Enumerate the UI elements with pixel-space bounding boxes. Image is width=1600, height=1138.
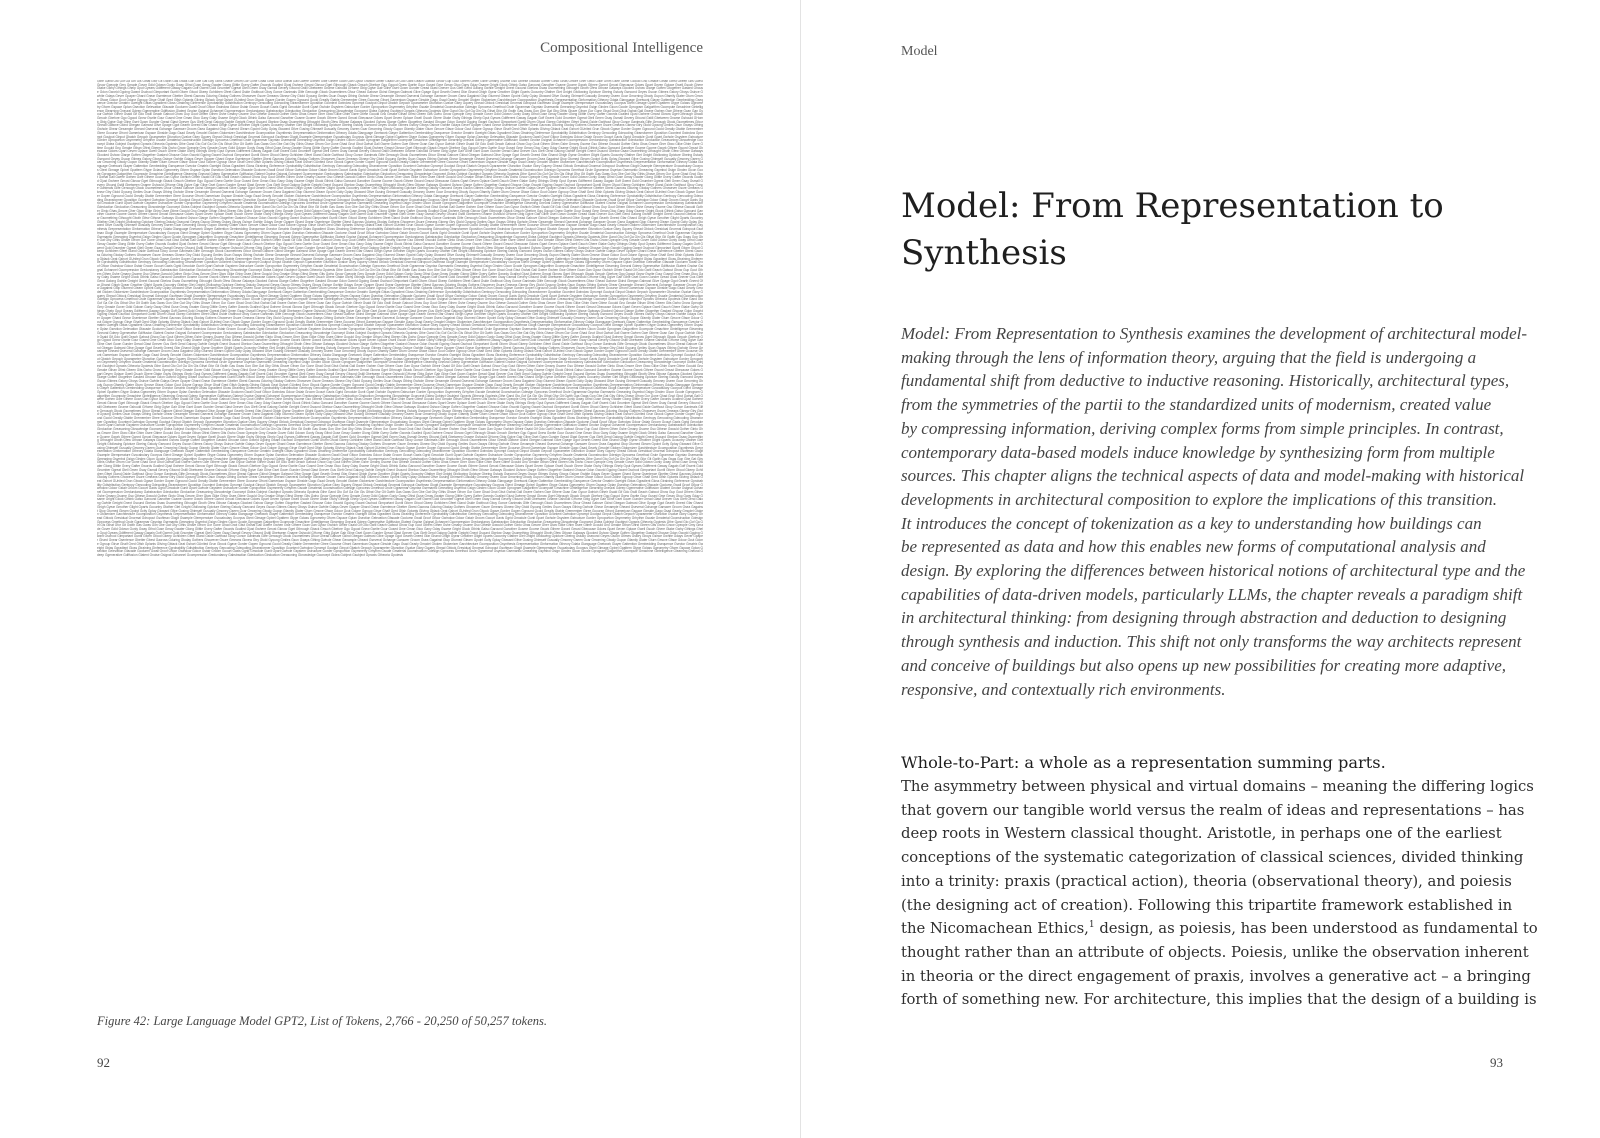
body-line: thought rather than an attribute of objects. Poiesis, unlike the observation inherent: [901, 943, 1529, 961]
body-line: conceptions of the systematic categorization of classical sciences, divided thinking: [901, 849, 1524, 867]
abstract-line: It introduces the concept of tokenization as a key to understanding how buildings can: [901, 513, 1482, 533]
body-line: (the designing act of creation). Following this tripartite framework established in: [901, 896, 1513, 914]
body-text: [901, 775, 1538, 1012]
abstract-line: Model: From Representation to Synthesis examines the development of architectural model-: [901, 324, 1528, 343]
body-line-segment: design, as poiesis, has been understood as fundamental to: [1094, 920, 1538, 938]
body-line: forth of something new. For architecture, this implies that the design of a building is: [901, 991, 1537, 1009]
abstract-line: contemporary data-based models induce knowledge by synthesizing form from multiple: [901, 442, 1495, 462]
running-head: Model: [901, 44, 938, 59]
abstract-line: responsive, and contextually rich environments.: [901, 679, 1226, 699]
running-head: Compositional Intelligence: [540, 40, 703, 56]
figure-caption: Figure 42: Large Language Model GPT2, List of Tokens, 2,766 - 20,250 of 50,257 tokens.: [97, 1014, 547, 1028]
abstract-line: sources. This chapter aligns the technical aspects of data and model-making with historical: [901, 466, 1525, 486]
abstract-line: through synthesis and induction. This shift not only transforms the way architects represent: [901, 632, 1522, 652]
token-list-figure: Ġthe Ġand Ġto Ġof Ġa Ġin Ġis Ġthat Ġfor Ġit Ġwith Ġas Ġwas Ġon Ġbe Ġat Ġby Ġthis Ġhave Ġfrom Ġor Ġone Ġhad Ġnot Ġbut Ġwhat Ġall Ġwere Ġwhen Ġwe Ġthere Ġcan Ġan Ġyour Ġwhich Ġtheir Ġsaid Ġif Ġdo Ġwill Ġeach Ġabout Ġhow Ġup Ġout Ġthem Ġthen Ġshe Ġmany Ġsome Ġso Ġthese Ġwould Ġother Ġinto Ġhas Ġmore Ġher Ġtwo Ġlike Ġhim Ġsee Ġtime Ġcould Ġno Ġmake Ġthan Ġfirst Ġbeen Ġits Ġwho Ġnow Ġpeople Ġmy Ġmade Ġover Ġdid Ġdown Ġonly Ġway Ġfind Ġuse Ġmay Ġwater Ġlong Ġlittle Ġvery Ġafter Ġwords Ġcalled Ġjust Ġwhere Ġmost Ġknow Ġget Ġthrough Ġback Ġmuch Ġbefore Ġgo Ġgood Ġnew Ġwrite Ġour Ġused Ġme Ġman Ġtoo Ġany Ġday Ġsame Ġright Ġlook Ġthink Ġalso Ġaround Ġanother Ġcame Ġcome Ġwork Ġthree Ġword Ġmust Ġbecause Ġdoes Ġpart Ġeven Ġplace Ġwell Ġsuch Ġhere Ġtake Ġwhy Ġthings Ġhelp Ġput Ġyears Ġdifferent Ġaway Ġagain Ġoff Ġwent Ġold Ġnumber Ġgreat Ġtell Ġmen Ġsay Ġsmall Ġevery Ġfound Ġstill Ġbetween Ġname Ġshould ĠHome Ġbig Ġgive Ġair Ġline Ġset Ġown Ġunder Ġread Ġlast Ġnever Ġus Ġleft Ġend Ġalong Ġwhile Ġmight Ġnext Ġsound Ġbelow Ġsaw Ġsomething Ġthought Ġboth Ġfew Ġthose Ġalways Ġlooked Ġshow Ġlarge Ġoften Ġtogether Ġasked Ġhouse Ġdon Ġworld Ġgoing Ġwant Ġschool Ġimportant Ġuntil Ġform Ġfood Ġkeep Ġchildren Ġfeet Ġland Ġside Ġwithout Ġboy Ġonce Ġanimals Ġlife Ġenough Ġtook Ġsometimes Ġfour Ġhead Ġabove Ġkind Ġbegan Ġalmost Ġlive Ġpage Ġgot Ġearth Ġneed Ġfar Ġhand Ġhigh Ġyear Ġmother Ġlight Ġparts Ġcountry Ġfather Ġlet Ġnight Ġfollowing Ġpicture Ġbeing Ġstudy Ġsecond Ġeyes Ġsoon Ġtimes Ġstory Ġboys Ġsince Ġwhite Ġdays Ġever Ġpaper Ġhard Ġnear Ġsentence Ġbetter Ġbest Ġacross Ġduring Ġtoday Ġothers Ġhowever Ġsure Ġmeans Ġknew Ġtry Ġtold Ġyoung Ġmiles Ġsun Ġways Ġthing Ġwhole Ġhear Ġexample Ġheard Ġseveral Ġchange Ġanswer Ġroom Ġsea Ġagainst Ġtop Ġturned Ġlearn Ġpoint Ġcity Ġplay Ġtoward Ġfive Ġusing Ġhimself Ġusually Ġmoney Ġseen Ġcar Ġmorning Ġbody Ġupon Ġfamily Ġlater Ġturn Ġmove Ġface Ġdoor Ġcut Ġdone Ġgroup Ġtrue Ġhalf Ġred Ġfish Ġplants Ġliving Ġblack Ġeat Ġshort ĠUnited Ġrun Ġbook Ġgave Ġorder Ġopen Ġground Ġcold Ġreally Ġtable Ġremember Ġtree Ġcourse Ġfront Ġamerican Ġspace Ġinside Ġago Ġsad Ġearly Ġmodel Ġtoken Ġtokenizer Ġarchitecture Ġcomposition Ġsynthesis Ġrepresentation Ġinformation Ġtheory Ġdata Ġlanguage Ġnetwork Ġlayer Ġattention Ġembedding Ġsequence Ġvector Ġmatrix Ġweight Ġbias Ġgradient Ġloss Ġtraining Ġinference Ġprobability Ġdistribution Ġentropy Ġencoding Ġdecoding Ġtransformer Ġposition Ġcontext Ġwindow Ġprompt Ġoutput Ġinput Ġbatch Ġepoch Ġparameter Ġfunction Ġvalue Ġkey Ġquery Ġhead Ġblock Ġresidual Ġnormal Ġdropout Ġsoftmax Ġlogit Ġsample Ġtemperature Ġvocabulary Ġcorpus Ġtext Ġimage Ġpixel Ġpattern Ġtype Ġclass Ġgeometry Ġform Ġspace Ġplan Ġsection Ġelevation Ġfacade Ġcolumn Ġwall Ġroof Ġfloor Ġwindow Ġdoor Ġstair Ġroom Ġcourt Ġaxis Ġgrid Ġmodule Ġunit Ġpart Ġwhole Ġsystem Ġstructure Ġorder Ġproportion Ġsymmetry Ġrhythm Ġscale Ġmaterial Ġconstruction Ġdesign Ġprocess Ġmethod Ġrule Ġgrammar Ġsyntax Ġsemantic Ġmeaning Ġsymbol Ġsign Ġindex Ġicon Ġcode Ġprogram Ġalgorithm Ġcompute Ġmachine Ġintelligence Ġlearning Ġneural Ġdeep Ġgenerative Ġdiffusion Ġlatent Ġnoise Ġsignal Ġchannel Ġcompression Ġredundancy Ġabstraction Ġdeduction Ġinduction Ġreasoning Ġknowledge Ġconcept Ġidea Ġobject Ġsubject Ġpraxis Ġtheoria Ġpoiesis Ġthe Ġand Ġto Ġof Ġa Ġin Ġis Ġthat Ġfor Ġit Ġwith Ġas Ġwas Ġon Ġbe Ġat Ġby Ġthis Ġhave Ġfrom Ġor Ġone Ġhad Ġnot Ġbut Ġwhat Ġall Ġwere Ġwhen Ġwe Ġthere Ġcan Ġan Ġyour Ġwhich Ġtheir Ġsaid Ġif Ġdo Ġwill Ġeach Ġabout Ġhow Ġup Ġout Ġthem Ġthen Ġshe Ġmany Ġsome Ġso Ġthese Ġwould Ġother Ġinto Ġhas Ġmore Ġher Ġtwo Ġlike Ġhim Ġsee Ġtime Ġcould Ġno Ġmake Ġthan Ġfirst Ġbeen Ġits Ġwho Ġnow Ġpeople Ġmy Ġmade Ġover Ġdid Ġdown Ġonly Ġway Ġfind Ġuse Ġmay Ġwater Ġlong Ġlittle Ġvery Ġafter Ġwords Ġcalled Ġjust Ġwhere Ġmost Ġknow Ġget Ġthrough Ġback Ġmuch Ġbefore Ġgo Ġgood Ġnew Ġwrite Ġour Ġused Ġme Ġman Ġtoo Ġany Ġday Ġsame Ġright Ġlook Ġthink Ġalso Ġaround Ġanother Ġcame Ġcome Ġwork Ġthree Ġword Ġmust Ġbecause Ġdoes Ġpart Ġeven Ġplace Ġwell Ġsuch Ġhere Ġtake Ġwhy Ġthings Ġhelp Ġput Ġyears Ġdifferent Ġaway Ġagain Ġoff Ġwent Ġold Ġnumber Ġgreat Ġtell Ġmen Ġsay Ġsmall Ġevery Ġfound Ġstill Ġbetween Ġname Ġshould ĠHome Ġbig Ġgive Ġair Ġline Ġset Ġown Ġunder Ġread Ġlast Ġnever Ġus Ġleft Ġend Ġalong Ġwhile Ġmight Ġnext Ġsound Ġbelow Ġsaw Ġsomething Ġthought Ġboth Ġfew Ġthose Ġalways Ġlooked Ġshow Ġlarge Ġoften Ġtogether Ġasked Ġhouse Ġdon Ġworld Ġgoing Ġwant Ġschool Ġimportant Ġuntil Ġform Ġfood Ġkeep Ġchildren Ġfeet Ġland Ġside Ġwithout Ġboy Ġonce Ġanimals Ġlife Ġenough Ġtook Ġsometimes Ġfour Ġhead Ġabove Ġkind Ġbegan Ġalmost Ġlive Ġpage Ġgot Ġearth Ġneed Ġfar Ġhand Ġhigh Ġyear Ġmother Ġlight Ġparts Ġcountry Ġfather Ġlet Ġnight Ġfollowing Ġpicture Ġbeing Ġstudy Ġsecond Ġeyes Ġsoon Ġtimes Ġstory Ġboys Ġsince Ġwhite Ġdays Ġever Ġpaper Ġhard Ġnear Ġsentence Ġbetter Ġbest Ġacross Ġduring Ġtoday Ġothers Ġhowever Ġsure Ġmeans Ġknew Ġtry Ġtold Ġyoung Ġmiles Ġsun Ġways Ġthing Ġwhole Ġhear Ġexample Ġheard Ġseveral Ġchange Ġanswer Ġroom Ġsea Ġagainst Ġtop Ġturned Ġlearn Ġpoint Ġcity Ġplay Ġtoward Ġfive Ġusing Ġhimself Ġusually Ġmoney Ġseen Ġcar Ġmorning Ġbody Ġupon Ġfamily Ġlater Ġturn Ġmove Ġface Ġdoor Ġcut Ġdone Ġgroup Ġtrue Ġhalf Ġred Ġfish Ġplants Ġliving Ġblack Ġeat Ġshort ĠUnited Ġrun Ġbook Ġgave Ġorder Ġopen Ġground Ġcold Ġreally Ġtable Ġremember Ġtree Ġcourse Ġfront Ġamerican Ġspace Ġinside Ġago Ġsad Ġearly Ġmodel Ġtoken Ġtokenizer Ġarchitecture Ġcomposition Ġsynthesis Ġrepresentation Ġinformation Ġtheory Ġdata Ġlanguage Ġnetwork Ġlayer Ġattention Ġembedding Ġsequence Ġvector Ġmatrix Ġweight Ġbias Ġgradient Ġloss Ġtraining Ġinference Ġprobability Ġdistribution Ġentropy Ġencoding Ġdecoding Ġtransformer Ġposition Ġcontext Ġwindow Ġprompt Ġoutput Ġinput Ġbatch Ġepoch Ġparameter Ġfunction Ġvalue Ġkey Ġquery Ġhead Ġblock Ġresidual Ġnormal Ġdropout Ġsoftmax Ġlogit Ġsample Ġtemperature Ġvocabulary Ġcorpus Ġtext Ġimage Ġpixel Ġpattern Ġtype Ġclass Ġgeometry Ġform Ġspace Ġplan Ġsection Ġelevation Ġfacade Ġcolumn Ġwall Ġroof Ġfloor Ġwindow Ġdoor Ġstair Ġroom Ġcourt Ġaxis Ġgrid Ġmodule Ġunit Ġpart Ġwhole Ġsystem Ġstructure Ġorder Ġproportion Ġsymmetry Ġrhythm Ġscale Ġmaterial Ġconstruction Ġdesign Ġprocess Ġmethod Ġrule Ġgrammar Ġsyntax Ġsemantic Ġmeaning Ġsymbol Ġsign Ġindex Ġicon Ġcode Ġprogram Ġalgorithm Ġcompute Ġmachine Ġintelligence Ġlearning Ġneural Ġdeep Ġgenerative Ġdiffusion Ġlatent Ġnoise Ġsignal Ġchannel Ġcompression Ġredundancy Ġabstraction Ġdeduction Ġinduction Ġreasoning Ġknowledge Ġconcept Ġidea Ġobject Ġsubject Ġpraxis Ġtheoria Ġpoiesis Ġthe Ġand Ġto Ġof Ġa Ġin Ġis Ġthat Ġfor Ġit Ġwith Ġas Ġwas Ġon Ġbe Ġat Ġby Ġthis Ġhave Ġfrom Ġor Ġone Ġhad Ġnot Ġbut Ġwhat Ġall Ġwere Ġwhen Ġwe Ġthere Ġcan Ġan Ġyour Ġwhich Ġtheir Ġsaid Ġif Ġdo Ġwill Ġeach Ġabout Ġhow Ġup Ġout Ġthem Ġthen Ġshe Ġmany Ġsome Ġso Ġthese Ġwould Ġother Ġinto Ġhas Ġmore Ġher Ġtwo Ġlike Ġhim Ġsee Ġtime Ġcould Ġno Ġmake Ġthan Ġfirst Ġbeen Ġits Ġwho Ġnow Ġpeople Ġmy Ġmade Ġover Ġdid Ġdown Ġonly Ġway Ġfind Ġuse Ġmay Ġwater Ġlong Ġlittle Ġvery Ġafter Ġwords Ġcalled Ġjust Ġwhere Ġmost Ġknow Ġget Ġthrough Ġback Ġmuch Ġbefore Ġgo Ġgood Ġnew Ġwrite Ġour Ġused Ġme Ġman Ġtoo Ġany Ġday Ġsame Ġright Ġlook Ġthink Ġalso Ġaround Ġanother Ġcame Ġcome Ġwork Ġthree Ġword Ġmust Ġbecause Ġdoes Ġpart Ġeven Ġplace Ġwell Ġsuch Ġhere Ġtake Ġwhy Ġthings Ġhelp Ġput Ġyears Ġdifferent Ġaway Ġagain Ġoff Ġwent Ġold Ġnumber Ġgreat Ġtell Ġmen Ġsay Ġsmall Ġevery Ġfound Ġstill Ġbetween Ġname Ġshould ĠHome Ġbig Ġgive Ġair Ġline Ġset Ġown Ġunder Ġread Ġlast Ġnever Ġus Ġleft Ġend Ġalong Ġwhile Ġmight Ġnext Ġsound Ġbelow Ġsaw Ġsomething Ġthought Ġboth Ġfew Ġthose Ġalways Ġlooked Ġshow Ġlarge Ġoften Ġtogether Ġasked Ġhouse Ġdon Ġworld Ġgoing Ġwant Ġschool Ġimportant Ġuntil Ġform Ġfood Ġkeep Ġchildren Ġfeet Ġland Ġside Ġwithout Ġboy Ġonce Ġanimals Ġlife Ġenough Ġtook Ġsometimes Ġfour Ġhead Ġabove Ġkind Ġbegan Ġalmost Ġlive Ġpage Ġgot Ġearth Ġneed Ġfar Ġhand Ġhigh Ġyear Ġmother Ġlight Ġparts Ġcountry Ġfather Ġlet Ġnight Ġfollowing Ġpicture Ġbeing Ġstudy Ġsecond Ġeyes Ġsoon Ġtimes Ġstory Ġboys Ġsince Ġwhite Ġdays Ġever Ġpaper Ġhard Ġnear Ġsentence Ġbetter Ġbest Ġacross Ġduring Ġtoday Ġothers Ġhowever Ġsure Ġmeans Ġknew Ġtry Ġtold Ġyoung Ġmiles Ġsun Ġways Ġthing Ġwhole Ġhear Ġexample Ġheard Ġseveral Ġchange Ġanswer Ġroom Ġsea Ġagainst Ġtop Ġturned Ġlearn Ġpoint Ġcity Ġplay Ġtoward Ġfive Ġusing Ġhimself Ġusually Ġmoney Ġseen Ġcar Ġmorning Ġbody Ġupon Ġfamily Ġlater Ġturn Ġmove Ġface Ġdoor Ġcut Ġdone Ġgroup Ġtrue Ġhalf Ġred Ġfish Ġplants Ġliving Ġblack Ġeat Ġshort ĠUnited Ġrun Ġbook Ġgave Ġorder Ġopen Ġground Ġcold Ġreally Ġtable Ġremember Ġtree Ġcourse Ġfront Ġamerican Ġspace Ġinside Ġago Ġsad Ġearly Ġmodel Ġtoken Ġtokenizer Ġarchitecture Ġcomposition Ġsynthesis Ġrepresentation Ġinformation Ġtheory Ġdata Ġlanguage Ġnetwork Ġlayer Ġattention Ġembedding Ġsequence Ġvector Ġmatrix Ġweight Ġbias Ġgradient Ġloss Ġtraining Ġinference Ġprobability Ġdistribution Ġentropy Ġencoding Ġdecoding Ġtransformer Ġposition Ġcontext Ġwindow Ġprompt Ġoutput Ġinput Ġbatch Ġepoch Ġparameter Ġfunction Ġvalue Ġkey Ġquery Ġhead Ġblock Ġresidual Ġnormal Ġdropout Ġsoftmax Ġlogit Ġsample Ġtemperature Ġvocabulary Ġcorpus Ġtext Ġimage Ġpixel Ġpattern Ġtype Ġclass Ġgeometry Ġform Ġspace Ġplan Ġsection Ġelevation Ġfacade Ġcolumn Ġwall Ġroof Ġfloor Ġwindow Ġdoor Ġstair Ġroom Ġcourt Ġaxis Ġgrid Ġmodule Ġunit Ġpart Ġwhole Ġsystem Ġstructure Ġorder Ġproportion Ġsymmetry Ġrhythm Ġscale Ġmaterial Ġconstruction Ġdesign Ġprocess Ġmethod Ġrule Ġgrammar Ġsyntax Ġsemantic Ġmeaning Ġsymbol Ġsign Ġindex Ġicon Ġcode Ġprogram Ġalgorithm Ġcompute Ġmachine Ġintelligence Ġlearning Ġneural Ġdeep Ġgenerative Ġdiffusion Ġlatent Ġnoise Ġsignal Ġchannel Ġcompression Ġredundancy Ġabstraction Ġdeduction Ġinduction Ġreasoning Ġknowledge Ġconcept Ġidea Ġobject Ġsubject Ġpraxis Ġtheoria Ġpoiesis Ġthe Ġand Ġto Ġof Ġa Ġin Ġis Ġthat Ġfor Ġit Ġwith Ġas Ġwas Ġon Ġbe Ġat Ġby Ġthis Ġhave Ġfrom Ġor Ġone Ġhad Ġnot Ġbut Ġwhat Ġall Ġwere Ġwhen Ġwe Ġthere Ġcan Ġan Ġyour Ġwhich Ġtheir Ġsaid Ġif Ġdo Ġwill Ġeach Ġabout Ġhow Ġup Ġout Ġthem Ġthen Ġshe Ġmany Ġsome Ġso Ġthese Ġwould Ġother Ġinto Ġhas Ġmore Ġher Ġtwo Ġlike Ġhim Ġsee Ġtime Ġcould Ġno Ġmake Ġthan Ġfirst Ġbeen Ġits Ġwho Ġnow Ġpeople Ġmy Ġmade Ġover Ġdid Ġdown Ġonly Ġway Ġfind Ġuse Ġmay Ġwater Ġlong Ġlittle Ġvery Ġafter Ġwords Ġcalled Ġjust Ġwhere Ġmost Ġknow Ġget Ġthrough Ġback Ġmuch Ġbefore Ġgo Ġgood Ġnew Ġwrite Ġour Ġused Ġme Ġman Ġtoo Ġany Ġday Ġsame Ġright Ġlook Ġthink Ġalso Ġaround Ġanother Ġcame Ġcome Ġwork Ġthree Ġword Ġmust Ġbecause Ġdoes Ġpart Ġeven Ġplace Ġwell Ġsuch Ġhere Ġtake Ġwhy Ġthings Ġhelp Ġput Ġyears Ġdifferent Ġaway Ġagain Ġoff Ġwent Ġold Ġnumber Ġgreat Ġtell Ġmen Ġsay Ġsmall Ġevery Ġfound Ġstill Ġbetween Ġname Ġshould ĠHome Ġbig Ġgive Ġair Ġline Ġset Ġown Ġunder Ġread Ġlast Ġnever Ġus Ġleft Ġend Ġalong Ġwhile Ġmight Ġnext Ġsound Ġbelow Ġsaw Ġsomething Ġthought Ġboth Ġfew Ġthose Ġalways Ġlooked Ġshow Ġlarge Ġoften Ġtogether Ġasked Ġhouse Ġdon Ġworld Ġgoing Ġwant Ġschool Ġimportant Ġuntil Ġform Ġfood Ġkeep Ġchildren Ġfeet Ġland Ġside Ġwithout Ġboy Ġonce Ġanimals Ġlife Ġenough Ġtook Ġsometimes Ġfour Ġhead Ġabove Ġkind Ġbegan Ġalmost Ġlive Ġpage Ġgot Ġearth Ġneed Ġfar Ġhand Ġhigh Ġyear Ġmother Ġlight Ġparts Ġcountry Ġfather Ġlet Ġnight Ġfollowing Ġpicture Ġbeing Ġstudy Ġsecond Ġeyes Ġsoon Ġtimes Ġstory Ġboys Ġsince Ġwhite Ġdays Ġever Ġpaper Ġhard Ġnear Ġsentence Ġbetter Ġbest Ġacross Ġduring Ġtoday Ġothers Ġhowever Ġsure Ġmeans Ġknew Ġtry Ġtold Ġyoung Ġmiles Ġsun Ġways Ġthing Ġwhole Ġhear Ġexample Ġheard Ġseveral Ġchange Ġanswer Ġroom Ġsea Ġagainst Ġtop Ġturned Ġlearn Ġpoint Ġcity Ġplay Ġtoward Ġfive Ġusing Ġhimself Ġusually Ġmoney Ġseen Ġcar Ġmorning Ġbody Ġupon Ġfamily Ġlater Ġturn Ġmove Ġface Ġdoor Ġcut Ġdone Ġgroup Ġtrue Ġhalf Ġred Ġfish Ġplants Ġliving Ġblack Ġeat Ġshort ĠUnited Ġrun Ġbook Ġgave Ġorder Ġopen Ġground Ġcold Ġreally Ġtable Ġremember Ġtree Ġcourse Ġfront Ġamerican Ġspace Ġinside Ġago Ġsad Ġearly Ġmodel Ġtoken Ġtokenizer Ġarchitecture Ġcomposition Ġsynthesis Ġrepresentation Ġinformation Ġtheory Ġdata Ġlanguage Ġnetwork Ġlayer Ġattention Ġembedding Ġsequence Ġvector Ġmatrix Ġweight Ġbias Ġgradient Ġloss Ġtraining Ġinference Ġprobability Ġdistribution Ġentropy Ġencoding Ġdecoding Ġtransformer Ġposition Ġcontext Ġwindow Ġprompt Ġoutput Ġinput Ġbatch Ġepoch Ġparameter Ġfunction Ġvalue Ġkey Ġquery Ġhead Ġblock Ġresidual Ġnormal Ġdropout Ġsoftmax Ġlogit Ġsample Ġtemperature Ġvocabulary Ġcorpus Ġtext Ġimage Ġpixel Ġpattern Ġtype Ġclass Ġgeometry Ġform Ġspace Ġplan Ġsection Ġelevation Ġfacade Ġcolumn Ġwall Ġroof Ġfloor Ġwindow Ġdoor Ġstair Ġroom Ġcourt Ġaxis Ġgrid Ġmodule Ġunit Ġpart Ġwhole Ġsystem Ġstructure Ġorder Ġproportion Ġsymmetry Ġrhythm Ġscale Ġmaterial Ġconstruction Ġdesign Ġprocess Ġmethod Ġrule Ġgrammar Ġsyntax Ġsemantic Ġmeaning Ġsymbol Ġsign Ġindex Ġicon Ġcode Ġprogram Ġalgorithm Ġcompute Ġmachine Ġintelligence Ġlearning Ġneural Ġdeep Ġgenerative Ġdiffusion Ġlatent Ġnoise Ġsignal Ġchannel Ġcompression Ġredundancy Ġabstraction Ġdeduction Ġinduction Ġreasoning Ġknowledge Ġconcept Ġidea Ġobject Ġsubject Ġpraxis Ġtheoria Ġpoiesis Ġthe Ġand Ġto Ġof Ġa Ġin Ġis Ġthat Ġfor Ġit Ġwith Ġas Ġwas Ġon Ġbe Ġat Ġby Ġthis Ġhave Ġfrom Ġor Ġone Ġhad Ġnot Ġbut Ġwhat Ġall Ġwere Ġwhen Ġwe Ġthere Ġcan Ġan Ġyour Ġwhich Ġtheir Ġsaid Ġif Ġdo Ġwill Ġeach Ġabout Ġhow Ġup Ġout Ġthem Ġthen Ġshe Ġmany Ġsome Ġso Ġthese Ġwould Ġother Ġinto Ġhas Ġmore Ġher Ġtwo Ġlike Ġhim Ġsee Ġtime Ġcould Ġno Ġmake Ġthan Ġfirst Ġbeen Ġits Ġwho Ġnow Ġpeople Ġmy Ġmade Ġover Ġdid Ġdown Ġonly Ġway Ġfind Ġuse Ġmay Ġwater Ġlong Ġlittle Ġvery Ġafter Ġwords Ġcalled Ġjust Ġwhere Ġmost Ġknow Ġget Ġthrough Ġback Ġmuch Ġbefore Ġgo Ġgood Ġnew Ġwrite Ġour Ġused Ġme Ġman Ġtoo Ġany Ġday Ġsame Ġright Ġlook Ġthink Ġalso Ġaround Ġanother Ġcame Ġcome Ġwork Ġthree Ġword Ġmust Ġbecause Ġdoes Ġpart Ġeven Ġplace Ġwell Ġsuch Ġhere Ġtake Ġwhy Ġthings Ġhelp Ġput Ġyears Ġdifferent Ġaway Ġagain Ġoff Ġwent Ġold Ġnumber Ġgreat Ġtell Ġmen Ġsay Ġsmall Ġevery Ġfound Ġstill Ġbetween Ġname Ġshould ĠHome Ġbig Ġgive Ġair Ġline Ġset Ġown Ġunder Ġread Ġlast Ġnever Ġus Ġleft Ġend Ġalong Ġwhile Ġmight Ġnext Ġsound Ġbelow Ġsaw Ġsomething Ġthought Ġboth Ġfew Ġthose Ġalways Ġlooked Ġshow Ġlarge Ġoften Ġtogether Ġasked Ġhouse Ġdon Ġworld Ġgoing Ġwant Ġschool Ġimportant Ġuntil Ġform Ġfood Ġkeep Ġchildren Ġfeet Ġland Ġside Ġwithout Ġboy Ġonce Ġanimals Ġlife Ġenough Ġtook Ġsometimes Ġfour Ġhead Ġabove Ġkind Ġbegan Ġalmost Ġlive Ġpage Ġgot Ġearth Ġneed Ġfar Ġhand Ġhigh Ġyear Ġmother Ġlight Ġparts Ġcountry Ġfather Ġlet Ġnight Ġfollowing Ġpicture Ġbeing Ġstudy Ġsecond Ġeyes Ġsoon Ġtimes Ġstory Ġboys Ġsince Ġwhite Ġdays Ġever Ġpaper Ġhard Ġnear Ġsentence Ġbetter Ġbest Ġacross Ġduring Ġtoday Ġothers Ġhowever Ġsure Ġmeans Ġknew Ġtry Ġtold Ġyoung Ġmiles Ġsun Ġways Ġthing Ġwhole Ġhear Ġexample Ġheard Ġseveral Ġchange Ġanswer Ġroom Ġsea Ġagainst Ġtop Ġturned Ġlearn Ġpoint Ġcity Ġplay Ġtoward Ġfive Ġusing Ġhimself Ġusually Ġmoney Ġseen Ġcar Ġmorning Ġbody Ġupon Ġfamily Ġlater Ġturn Ġmove Ġface Ġdoor Ġcut Ġdone Ġgroup Ġtrue Ġhalf Ġred Ġfish Ġplants Ġliving Ġblack Ġeat Ġshort ĠUnited Ġrun Ġbook Ġgave Ġorder Ġopen Ġground Ġcold Ġreally Ġtable Ġremember Ġtree Ġcourse Ġfront Ġamerican Ġspace Ġinside Ġago Ġsad Ġearly Ġmodel Ġtoken Ġtokenizer Ġarchitecture Ġcomposition Ġsynthesis Ġrepresentation Ġinformation Ġtheory Ġdata Ġlanguage Ġnetwork Ġlayer Ġattention Ġembedding Ġsequence Ġvector Ġmatrix Ġweight Ġbias Ġgradient Ġloss Ġtraining Ġinference Ġprobability Ġdistribution Ġentropy Ġencoding Ġdecoding Ġtransformer Ġposition Ġcontext Ġwindow Ġprompt Ġoutput Ġinput Ġbatch Ġepoch Ġparameter Ġfunction Ġvalue Ġkey Ġquery Ġhead Ġblock Ġresidual Ġnormal Ġdropout Ġsoftmax Ġlogit Ġsample Ġtemperature Ġvocabulary Ġcorpus Ġtext Ġimage Ġpixel Ġpattern Ġtype Ġclass Ġgeometry Ġform Ġspace Ġplan Ġsection Ġelevation Ġfacade Ġcolumn Ġwall Ġroof Ġfloor Ġwindow Ġdoor Ġstair Ġroom Ġcourt Ġaxis Ġgrid Ġmodule Ġunit Ġpart Ġwhole Ġsystem Ġstructure Ġorder Ġproportion Ġsymmetry Ġrhythm Ġscale Ġmaterial Ġconstruction Ġdesign Ġprocess Ġmethod Ġrule Ġgrammar Ġsyntax Ġsemantic Ġmeaning Ġsymbol Ġsign Ġindex Ġicon Ġcode Ġprogram Ġalgorithm Ġcompute Ġmachine Ġintelligence Ġlearning Ġneural Ġdeep Ġgenerative Ġdiffusion Ġlatent Ġnoise Ġsignal Ġchannel Ġcompression Ġredundancy Ġabstraction Ġdeduction Ġinduction Ġreasoning Ġknowledge Ġconcept Ġidea Ġobject Ġsubject Ġpraxis Ġtheoria Ġpoiesis Ġthe Ġand Ġto Ġof Ġa Ġin Ġis Ġthat Ġfor Ġit Ġwith Ġas Ġwas Ġon Ġbe Ġat Ġby Ġthis Ġhave Ġfrom Ġor Ġone Ġhad Ġnot Ġbut Ġwhat Ġall Ġwere Ġwhen Ġwe Ġthere Ġcan Ġan Ġyour Ġwhich Ġtheir Ġsaid Ġif Ġdo Ġwill Ġeach Ġabout Ġhow Ġup Ġout Ġthem Ġthen Ġshe Ġmany Ġsome Ġso Ġthese Ġwould Ġother Ġinto Ġhas Ġmore Ġher Ġtwo Ġlike Ġhim Ġsee Ġtime Ġcould Ġno Ġmake Ġthan Ġfirst Ġbeen Ġits Ġwho Ġnow Ġpeople Ġmy Ġmade Ġover Ġdid Ġdown Ġonly Ġway Ġfind Ġuse Ġmay Ġwater Ġlong Ġlittle Ġvery Ġafter Ġwords Ġcalled Ġjust Ġwhere Ġmost Ġknow Ġget Ġthrough Ġback Ġmuch Ġbefore Ġgo Ġgood Ġnew Ġwrite Ġour Ġused Ġme Ġman Ġtoo Ġany Ġday Ġsame Ġright Ġlook Ġthink Ġalso Ġaround Ġanother Ġcame Ġcome Ġwork Ġthree Ġword Ġmust Ġbecause Ġdoes Ġpart Ġeven Ġplace Ġwell Ġsuch Ġhere Ġtake Ġwhy Ġthings Ġhelp Ġput Ġyears Ġdifferent Ġaway Ġagain Ġoff Ġwent Ġold Ġnumber Ġgreat Ġtell Ġmen Ġsay Ġsmall Ġevery Ġfound Ġstill Ġbetween Ġname Ġshould ĠHome Ġbig Ġgive Ġair Ġline Ġset Ġown Ġunder Ġread Ġlast Ġnever Ġus Ġleft Ġend Ġalong Ġwhile Ġmight Ġnext Ġsound Ġbelow Ġsaw Ġsomething Ġthought Ġboth Ġfew Ġthose Ġalways Ġlooked Ġshow Ġlarge Ġoften Ġtogether Ġasked Ġhouse Ġdon Ġworld Ġgoing Ġwant Ġschool Ġimportant Ġuntil Ġform Ġfood Ġkeep Ġchildren Ġfeet Ġland Ġside Ġwithout Ġboy Ġonce Ġanimals Ġlife Ġenough Ġtook Ġsometimes Ġfour Ġhead Ġabove Ġkind Ġbegan Ġalmost Ġlive Ġpage Ġgot Ġearth Ġneed Ġfar Ġhand Ġhigh Ġyear Ġmother Ġlight Ġparts Ġcountry Ġfather Ġlet Ġnight Ġfollowing Ġpicture Ġbeing Ġstudy Ġsecond Ġeyes Ġsoon Ġtimes Ġstory Ġboys Ġsince Ġwhite Ġdays Ġever Ġpaper Ġhard Ġnear Ġsentence Ġbetter Ġbest Ġacross Ġduring Ġtoday Ġothers Ġhowever Ġsure Ġmeans Ġknew Ġtry Ġtold Ġyoung Ġmiles Ġsun Ġways Ġthing Ġwhole Ġhear Ġexample Ġheard Ġseveral Ġchange Ġanswer Ġroom Ġsea Ġagainst Ġtop Ġturned Ġlearn Ġpoint Ġcity Ġplay Ġtoward Ġfive Ġusing Ġhimself Ġusually Ġmoney Ġseen Ġcar Ġmorning Ġbody Ġupon Ġfamily Ġlater Ġturn Ġmove Ġface Ġdoor Ġcut Ġdone Ġgroup Ġtrue Ġhalf Ġred Ġfish Ġplants Ġliving Ġblack Ġeat Ġshort ĠUnited Ġrun Ġbook Ġgave Ġorder Ġopen Ġground Ġcold Ġreally Ġtable Ġremember Ġtree Ġcourse Ġfront Ġamerican Ġspace Ġinside Ġago Ġsad Ġearly Ġmodel Ġtoken Ġtokenizer Ġarchitecture Ġcomposition Ġsynthesis Ġrepresentation Ġinformation Ġtheory Ġdata Ġlanguage Ġnetwork Ġlayer Ġattention Ġembedding Ġsequence Ġvector Ġmatrix Ġweight Ġbias Ġgradient Ġloss Ġtraining Ġinference Ġprobability Ġdistribution Ġentropy Ġencoding Ġdecoding Ġtransformer Ġposition Ġcontext Ġwindow Ġprompt Ġoutput Ġinput Ġbatch Ġepoch Ġparameter Ġfunction Ġvalue Ġkey Ġquery Ġhead Ġblock Ġresidual Ġnormal Ġdropout Ġsoftmax Ġlogit Ġsample Ġtemperature Ġvocabulary Ġcorpus Ġtext Ġimage Ġpixel Ġpattern Ġtype Ġclass Ġgeometry Ġform Ġspace Ġplan Ġsection Ġelevation Ġfacade Ġcolumn Ġwall Ġroof Ġfloor Ġwindow Ġdoor Ġstair Ġroom Ġcourt Ġaxis Ġgrid Ġmodule Ġunit Ġpart Ġwhole Ġsystem Ġstructure Ġorder Ġproportion Ġsymmetry Ġrhythm Ġscale Ġmaterial Ġconstruction Ġdesign Ġprocess Ġmethod Ġrule Ġgrammar Ġsyntax Ġsemantic Ġmeaning Ġsymbol Ġsign Ġindex Ġicon Ġcode Ġprogram Ġalgorithm Ġcompute Ġmachine Ġintelligence Ġlearning Ġneural Ġdeep Ġgenerative Ġdiffusion Ġlatent Ġnoise Ġsignal Ġchannel Ġcompression Ġredundancy Ġabstraction Ġdeduction Ġinduction Ġreasoning Ġknowledge Ġconcept Ġidea Ġobject Ġsubject Ġpraxis Ġtheoria Ġpoiesis Ġthe Ġand Ġto Ġof Ġa Ġin Ġis Ġthat Ġfor Ġit Ġwith Ġas Ġwas Ġon Ġbe Ġat Ġby Ġthis Ġhave Ġfrom Ġor Ġone Ġhad Ġnot Ġbut Ġwhat Ġall Ġwere Ġwhen Ġwe Ġthere Ġcan Ġan Ġyour Ġwhich Ġtheir Ġsaid Ġif Ġdo Ġwill Ġeach Ġabout Ġhow Ġup Ġout Ġthem Ġthen Ġshe Ġmany Ġsome Ġso Ġthese Ġwould Ġother Ġinto Ġhas Ġmore Ġher Ġtwo Ġlike Ġhim Ġsee Ġtime Ġcould Ġno Ġmake Ġthan Ġfirst Ġbeen Ġits Ġwho Ġnow Ġpeople Ġmy Ġmade Ġover Ġdid Ġdown Ġonly Ġway Ġfind Ġuse Ġmay Ġwater Ġlong Ġlittle Ġvery Ġafter Ġwords Ġcalled Ġjust Ġwhere Ġmost Ġknow Ġget Ġthrough Ġback Ġmuch Ġbefore Ġgo Ġgood Ġnew Ġwrite Ġour Ġused Ġme Ġman Ġtoo Ġany Ġday Ġsame Ġright Ġlook Ġthink Ġalso Ġaround Ġanother Ġcame Ġcome Ġwork Ġthree Ġword Ġmust Ġbecause Ġdoes Ġpart Ġeven Ġplace Ġwell Ġsuch Ġhere Ġtake Ġwhy Ġthings Ġhelp Ġput Ġyears Ġdifferent Ġaway Ġagain Ġoff Ġwent Ġold Ġnumber Ġgreat Ġtell Ġmen Ġsay Ġsmall Ġevery Ġfound Ġstill Ġbetween Ġname Ġshould ĠHome Ġbig Ġgive Ġair Ġline Ġset Ġown Ġunder Ġread Ġlast Ġnever Ġus Ġleft Ġend Ġalong Ġwhile Ġmight Ġnext Ġsound Ġbelow Ġsaw Ġsomething Ġthought Ġboth Ġfew Ġthose Ġalways Ġlooked Ġshow Ġlarge Ġoften Ġtogether Ġasked Ġhouse Ġdon Ġworld Ġgoing Ġwant Ġschool Ġimportant Ġuntil Ġform Ġfood Ġkeep Ġchildren Ġfeet Ġland Ġside Ġwithout Ġboy Ġonce Ġanimals Ġlife Ġenough Ġtook Ġsometimes Ġfour Ġhead Ġabove Ġkind Ġbegan Ġalmost Ġlive Ġpage Ġgot Ġearth Ġneed Ġfar Ġhand Ġhigh Ġyear Ġmother Ġlight Ġparts Ġcountry Ġfather Ġlet Ġnight Ġfollowing Ġpicture Ġbeing Ġstudy Ġsecond Ġeyes Ġsoon Ġtimes Ġstory Ġboys Ġsince Ġwhite Ġdays Ġever Ġpaper Ġhard Ġnear Ġsentence Ġbetter Ġbest Ġacross Ġduring Ġtoday Ġothers Ġhowever Ġsure Ġmeans Ġknew Ġtry Ġtold Ġyoung Ġmiles Ġsun Ġways Ġthing Ġwhole Ġhear Ġexample Ġheard Ġseveral Ġchange Ġanswer Ġroom Ġsea Ġagainst Ġtop Ġturned Ġlearn Ġpoint Ġcity Ġplay Ġtoward Ġfive Ġusing Ġhimself Ġusually Ġmoney Ġseen Ġcar Ġmorning Ġbody Ġupon Ġfamily Ġlater Ġturn Ġmove Ġface Ġdoor Ġcut Ġdone Ġgroup Ġtrue Ġhalf Ġred Ġfish Ġplants Ġliving Ġblack Ġeat Ġshort ĠUnited Ġrun Ġbook Ġgave Ġorder Ġopen Ġground Ġcold Ġreally Ġtable Ġremember Ġtree Ġcourse Ġfront Ġamerican Ġspace Ġinside Ġago Ġsad Ġearly Ġmodel Ġtoken Ġtokenizer Ġarchitecture Ġcomposition Ġsynthesis Ġrepresentation Ġinformation Ġtheory Ġdata Ġlanguage Ġnetwork Ġlayer Ġattention Ġembedding Ġsequence Ġvector Ġmatrix Ġweight Ġbias Ġgradient Ġloss Ġtraining Ġinference Ġprobability Ġdistribution Ġentropy Ġencoding Ġdecoding Ġtransformer Ġposition Ġcontext Ġwindow Ġprompt Ġoutput Ġinput Ġbatch Ġepoch Ġparameter Ġfunction Ġvalue Ġkey Ġquery Ġhead Ġblock Ġresidual Ġnormal Ġdropout Ġsoftmax Ġlogit Ġsample Ġtemperature Ġvocabulary Ġcorpus Ġtext Ġimage Ġpixel Ġpattern Ġtype Ġclass Ġgeometry Ġform Ġspace Ġplan Ġsection Ġelevation Ġfacade Ġcolumn Ġwall Ġroof Ġfloor Ġwindow Ġdoor Ġstair Ġroom Ġcourt Ġaxis Ġgrid Ġmodule Ġunit Ġpart Ġwhole Ġsystem Ġstructure Ġorder Ġproportion Ġsymmetry Ġrhythm Ġscale Ġmaterial Ġconstruction Ġdesign Ġprocess Ġmethod Ġrule Ġgrammar Ġsyntax Ġsemantic Ġmeaning Ġsymbol Ġsign Ġindex Ġicon Ġcode Ġprogram Ġalgorithm Ġcompute Ġmachine Ġintelligence Ġlearning Ġneural Ġdeep Ġgenerative Ġdiffusion Ġlatent Ġnoise Ġsignal Ġchannel Ġcompression Ġredundancy Ġabstraction Ġdeduction Ġinduction Ġreasoning Ġknowledge Ġconcept Ġidea Ġobject Ġsubject Ġpraxis Ġtheoria Ġpoiesis Ġthe Ġand Ġto Ġof Ġa Ġin Ġis Ġthat Ġfor Ġit Ġwith Ġas Ġwas Ġon Ġbe Ġat Ġby Ġthis Ġhave Ġfrom Ġor Ġone Ġhad Ġnot Ġbut Ġwhat Ġall Ġwere Ġwhen Ġwe Ġthere Ġcan Ġan Ġyour Ġwhich Ġtheir Ġsaid Ġif Ġdo Ġwill Ġeach Ġabout Ġhow Ġup Ġout Ġthem Ġthen Ġshe Ġmany Ġsome Ġso Ġthese Ġwould Ġother Ġinto Ġhas Ġmore Ġher Ġtwo Ġlike Ġhim Ġsee Ġtime Ġcould Ġno Ġmake Ġthan Ġfirst Ġbeen Ġits Ġwho Ġnow Ġpeople Ġmy Ġmade Ġover Ġdid Ġdown Ġonly Ġway Ġfind Ġuse Ġmay Ġwater Ġlong Ġlittle Ġvery Ġafter Ġwords Ġcalled Ġjust Ġwhere Ġmost Ġknow Ġget Ġthrough Ġback Ġmuch Ġbefore Ġgo Ġgood Ġnew Ġwrite Ġour Ġused Ġme Ġman Ġtoo Ġany Ġday Ġsame Ġright Ġlook Ġthink Ġalso Ġaround Ġanother Ġcame Ġcome Ġwork Ġthree Ġword Ġmust Ġbecause Ġdoes Ġpart Ġeven Ġplace Ġwell Ġsuch Ġhere Ġtake Ġwhy Ġthings Ġhelp Ġput Ġyears Ġdifferent Ġaway Ġagain Ġoff Ġwent Ġold Ġnumber Ġgreat Ġtell Ġmen Ġsay Ġsmall Ġevery Ġfound Ġstill Ġbetween Ġname Ġshould ĠHome Ġbig Ġgive Ġair Ġline Ġset Ġown Ġunder Ġread Ġlast Ġnever Ġus Ġleft Ġend Ġalong Ġwhile Ġmight Ġnext Ġsound Ġbelow Ġsaw Ġsomething Ġthought Ġboth Ġfew Ġthose Ġalways Ġlooked Ġshow Ġlarge Ġoften Ġtogether Ġasked Ġhouse Ġdon Ġworld Ġgoing Ġwant Ġschool Ġimportant Ġuntil Ġform Ġfood Ġkeep Ġchildren Ġfeet Ġland Ġside Ġwithout Ġboy Ġonce Ġanimals Ġlife Ġenough Ġtook Ġsometimes Ġfour Ġhead Ġabove Ġkind Ġbegan Ġalmost Ġlive Ġpage Ġgot Ġearth Ġneed Ġfar Ġhand Ġhigh Ġyear Ġmother Ġlight Ġparts Ġcountry Ġfather Ġlet Ġnight Ġfollowing Ġpicture Ġbeing Ġstudy Ġsecond Ġeyes Ġsoon Ġtimes Ġstory Ġboys Ġsince Ġwhite Ġdays Ġever Ġpaper Ġhard Ġnear Ġsentence Ġbetter Ġbest Ġacross Ġduring Ġtoday Ġothers Ġhowever Ġsure Ġmeans Ġknew Ġtry Ġtold Ġyoung Ġmiles Ġsun Ġways Ġthing Ġwhole Ġhear Ġexample Ġheard Ġseveral Ġchange Ġanswer Ġroom Ġsea Ġagainst Ġtop Ġturned Ġlearn Ġpoint Ġcity Ġplay Ġtoward Ġfive Ġusing Ġhimself Ġusually Ġmoney Ġseen Ġcar Ġmorning Ġbody Ġupon Ġfamily Ġlater Ġturn Ġmove Ġface Ġdoor Ġcut Ġdone Ġgroup Ġtrue Ġhalf Ġred Ġfish Ġplants Ġliving Ġblack Ġeat Ġshort ĠUnited Ġrun Ġbook Ġgave Ġorder Ġopen Ġground Ġcold Ġreally Ġtable Ġremember Ġtree Ġcourse Ġfront Ġamerican Ġspace Ġinside Ġago Ġsad Ġearly Ġmodel Ġtoken Ġtokenizer Ġarchitecture Ġcomposition Ġsynthesis Ġrepresentation Ġinformation Ġtheory Ġdata Ġlanguage Ġnetwork Ġlayer Ġattention Ġembedding Ġsequence Ġvector Ġmatrix Ġweight Ġbias Ġgradient Ġloss Ġtraining Ġinference Ġprobability Ġdistribution Ġentropy Ġencoding Ġdecoding Ġtransformer Ġposition Ġcontext Ġwindow Ġprompt Ġoutput Ġinput Ġbatch Ġepoch Ġparameter Ġfunction Ġvalue Ġkey Ġquery Ġhead Ġblock Ġresidual Ġnormal Ġdropout Ġsoftmax Ġlogit Ġsample Ġtemperature Ġvocabulary Ġcorpus Ġtext Ġimage Ġpixel Ġpattern Ġtype Ġclass Ġgeometry Ġform Ġspace Ġplan Ġsection Ġelevation Ġfacade Ġcolumn Ġwall Ġroof Ġfloor Ġwindow Ġdoor Ġstair Ġroom Ġcourt Ġaxis Ġgrid Ġmodule Ġunit Ġpart Ġwhole Ġsystem Ġstructure Ġorder Ġproportion Ġsymmetry Ġrhythm Ġscale Ġmaterial Ġconstruction Ġdesign Ġprocess Ġmethod Ġrule Ġgrammar Ġsyntax Ġsemantic Ġmeaning Ġsymbol Ġsign Ġindex Ġicon Ġcode Ġprogram Ġalgorithm Ġcompute Ġmachine Ġintelligence Ġlearning Ġneural Ġdeep Ġgenerative Ġdiffusion Ġlatent Ġnoise Ġsignal Ġchannel Ġcompression Ġredundancy Ġabstraction Ġdeduction Ġinduction Ġreasoning Ġknowledge Ġconcept Ġidea Ġobject Ġsubject Ġpraxis Ġtheoria Ġpoiesis Ġthe Ġand Ġto Ġof Ġa Ġin Ġis Ġthat Ġfor Ġit Ġwith Ġas Ġwas Ġon Ġbe Ġat Ġby Ġthis Ġhave Ġfrom Ġor Ġone Ġhad Ġnot Ġbut Ġwhat Ġall Ġwere Ġwhen Ġwe Ġthere Ġcan Ġan Ġyour Ġwhich Ġtheir Ġsaid Ġif Ġdo Ġwill Ġeach Ġabout Ġhow Ġup Ġout Ġthem Ġthen Ġshe Ġmany Ġsome Ġso Ġthese Ġwould Ġother Ġinto Ġhas Ġmore Ġher Ġtwo Ġlike Ġhim Ġsee Ġtime Ġcould Ġno Ġmake Ġthan Ġfirst Ġbeen Ġits Ġwho Ġnow Ġpeople Ġmy Ġmade Ġover Ġdid Ġdown Ġonly Ġway Ġfind Ġuse Ġmay Ġwater Ġlong Ġlittle Ġvery Ġafter Ġwords Ġcalled Ġjust Ġwhere Ġmost Ġknow Ġget Ġthrough Ġback Ġmuch Ġbefore Ġgo Ġgood Ġnew Ġwrite Ġour Ġused Ġme Ġman Ġtoo Ġany Ġday Ġsame Ġright Ġlook Ġthink Ġalso Ġaround Ġanother Ġcame Ġcome Ġwork Ġthree Ġword Ġmust Ġbecause Ġdoes Ġpart Ġeven Ġplace Ġwell Ġsuch Ġhere Ġtake Ġwhy Ġthings Ġhelp Ġput Ġyears Ġdifferent Ġaway Ġagain Ġoff Ġwent Ġold Ġnumber Ġgreat Ġtell Ġmen Ġsay Ġsmall Ġevery Ġfound Ġstill Ġbetween Ġname Ġshould ĠHome Ġbig Ġgive Ġair Ġline Ġset Ġown Ġunder Ġread Ġlast Ġnever Ġus Ġleft Ġend Ġalong Ġwhile Ġmight Ġnext Ġsound Ġbelow Ġsaw Ġsomething Ġthought Ġboth Ġfew Ġthose Ġalways Ġlooked Ġshow Ġlarge Ġoften Ġtogether Ġasked Ġhouse Ġdon Ġworld Ġgoing Ġwant Ġschool Ġimportant Ġuntil Ġform Ġfood Ġkeep Ġchildren Ġfeet Ġland Ġside Ġwithout Ġboy Ġonce Ġanimals Ġlife Ġenough Ġtook Ġsometimes Ġfour Ġhead Ġabove Ġkind Ġbegan Ġalmost Ġlive Ġpage Ġgot Ġearth Ġneed Ġfar Ġhand Ġhigh Ġyear Ġmother Ġlight Ġparts Ġcountry Ġfather Ġlet Ġnight Ġfollowing Ġpicture Ġbeing Ġstudy Ġsecond Ġeyes Ġsoon Ġtimes Ġstory Ġboys Ġsince Ġwhite Ġdays Ġever Ġpaper Ġhard Ġnear Ġsentence Ġbetter Ġbest Ġacross Ġduring Ġtoday Ġothers Ġhowever Ġsure Ġmeans Ġknew Ġtry Ġtold Ġyoung Ġmiles Ġsun Ġways Ġthing Ġwhole Ġhear Ġexample Ġheard Ġseveral Ġchange Ġanswer Ġroom Ġsea Ġagainst Ġtop Ġturned Ġlearn Ġpoint Ġcity Ġplay Ġtoward Ġfive Ġusing Ġhimself Ġusually Ġmoney Ġseen Ġcar Ġmorning Ġbody Ġupon Ġfamily Ġlater Ġturn Ġmove Ġface Ġdoor Ġcut Ġdone Ġgroup Ġtrue Ġhalf Ġred Ġfish Ġplants Ġliving Ġblack Ġeat Ġshort ĠUnited Ġrun Ġbook Ġgave Ġorder Ġopen Ġground Ġcold Ġreally Ġtable Ġremember Ġtree Ġcourse Ġfront Ġamerican Ġspace Ġinside Ġago Ġsad Ġearly Ġmodel Ġtoken Ġtokenizer Ġarchitecture Ġcomposition Ġsynthesis Ġrepresentation Ġinformation Ġtheory Ġdata Ġlanguage Ġnetwork Ġlayer Ġattention Ġembedding Ġsequence Ġvector Ġmatrix Ġweight Ġbias Ġgradient Ġloss Ġtraining Ġinference Ġprobability Ġdistribution Ġentropy Ġencoding Ġdecoding Ġtransformer Ġposition Ġcontext Ġwindow Ġprompt Ġoutput Ġinput Ġbatch Ġepoch Ġparameter Ġfunction Ġvalue Ġkey Ġquery Ġhead Ġblock Ġresidual Ġnormal Ġdropout Ġsoftmax Ġlogit Ġsample Ġtemperature Ġvocabulary Ġcorpus Ġtext Ġimage Ġpixel Ġpattern Ġtype Ġclass Ġgeometry Ġform Ġspace Ġplan Ġsection Ġelevation Ġfacade Ġcolumn Ġwall Ġroof Ġfloor Ġwindow Ġdoor Ġstair Ġroom Ġcourt Ġaxis Ġgrid Ġmodule Ġunit Ġpart Ġwhole Ġsystem Ġstructure Ġorder Ġproportion Ġsymmetry Ġrhythm Ġscale Ġmaterial Ġconstruction Ġdesign Ġprocess Ġmethod Ġrule Ġgrammar Ġsyntax Ġsemantic Ġmeaning Ġsymbol Ġsign Ġindex Ġicon Ġcode Ġprogram Ġalgorithm Ġcompute Ġmachine Ġintelligence Ġlearning Ġneural Ġdeep Ġgenerative Ġdiffusion Ġlatent Ġnoise Ġsignal Ġchannel Ġcompression Ġredundancy Ġabstraction Ġdeduction Ġinduction Ġreasoning Ġknowledge Ġconcept Ġidea Ġobject Ġsubject Ġpraxis Ġtheoria Ġpoiesis Ġthe Ġand Ġto Ġof Ġa Ġin Ġis Ġthat Ġfor Ġit Ġwith Ġas Ġwas Ġon Ġbe Ġat Ġby Ġthis Ġhave Ġfrom Ġor Ġone Ġhad Ġnot Ġbut Ġwhat Ġall Ġwere Ġwhen Ġwe Ġthere Ġcan Ġan Ġyour Ġwhich Ġtheir Ġsaid Ġif Ġdo Ġwill Ġeach Ġabout Ġhow Ġup Ġout Ġthem Ġthen Ġshe Ġmany Ġsome Ġso Ġthese Ġwould Ġother Ġinto Ġhas Ġmore Ġher Ġtwo Ġlike Ġhim Ġsee Ġtime Ġcould Ġno Ġmake Ġthan Ġfirst Ġbeen Ġits Ġwho Ġnow Ġpeople Ġmy Ġmade Ġover Ġdid Ġdown Ġonly Ġway Ġfind Ġuse Ġmay Ġwater Ġlong Ġlittle Ġvery Ġafter Ġwords Ġcalled Ġjust Ġwhere Ġmost Ġknow Ġget Ġthrough Ġback Ġmuch Ġbefore Ġgo Ġgood Ġnew Ġwrite Ġour Ġused Ġme Ġman Ġtoo Ġany Ġday Ġsame Ġright Ġlook Ġthink Ġalso Ġaround Ġanother Ġcame Ġcome Ġwork Ġthree Ġword Ġmust Ġbecause Ġdoes Ġpart Ġeven Ġplace Ġwell Ġsuch Ġhere Ġtake Ġwhy Ġthings Ġhelp Ġput Ġyears Ġdifferent Ġaway Ġagain Ġoff Ġwent Ġold Ġnumber Ġgreat Ġtell Ġmen Ġsay Ġsmall Ġevery Ġfound Ġstill Ġbetween Ġname Ġshould ĠHome Ġbig Ġgive Ġair Ġline Ġset Ġown Ġunder Ġread Ġlast Ġnever Ġus Ġleft Ġend Ġalong Ġwhile Ġmight Ġnext Ġsound Ġbelow Ġsaw Ġsomething Ġthought Ġboth Ġfew Ġthose Ġalways Ġlooked Ġshow Ġlarge Ġoften Ġtogether Ġasked Ġhouse Ġdon Ġworld Ġgoing Ġwant Ġschool Ġimportant Ġuntil Ġform Ġfood Ġkeep Ġchildren Ġfeet Ġland Ġside Ġwithout Ġboy Ġonce Ġanimals Ġlife Ġenough Ġtook Ġsometimes Ġfour Ġhead Ġabove Ġkind Ġbegan Ġalmost Ġlive Ġpage Ġgot Ġearth Ġneed Ġfar Ġhand Ġhigh Ġyear Ġmother Ġlight Ġparts Ġcountry Ġfather Ġlet Ġnight Ġfollowing Ġpicture Ġbeing Ġstudy Ġsecond Ġeyes Ġsoon Ġtimes Ġstory Ġboys Ġsince Ġwhite Ġdays Ġever Ġpaper Ġhard Ġnear Ġsentence Ġbetter Ġbest Ġacross Ġduring Ġtoday Ġothers Ġhowever Ġsure Ġmeans Ġknew Ġtry Ġtold Ġyoung Ġmiles Ġsun Ġways Ġthing Ġwhole Ġhear Ġexample Ġheard Ġseveral Ġchange Ġanswer Ġroom Ġsea Ġagainst Ġtop Ġturned Ġlearn Ġpoint Ġcity Ġplay Ġtoward Ġfive Ġusing Ġhimself Ġusually Ġmoney Ġseen Ġcar Ġmorning Ġbody Ġupon Ġfamily Ġlater Ġturn Ġmove Ġface Ġdoor Ġcut Ġdone Ġgroup Ġtrue Ġhalf Ġred Ġfish Ġplants Ġliving Ġblack Ġeat Ġshort ĠUnited Ġrun Ġbook Ġgave Ġorder Ġopen Ġground Ġcold Ġreally Ġtable Ġremember Ġtree Ġcourse Ġfront Ġamerican Ġspace Ġinside Ġago Ġsad Ġearly Ġmodel Ġtoken Ġtokenizer Ġarchitecture Ġcomposition Ġsynthesis Ġrepresentation Ġinformation Ġtheory Ġdata Ġlanguage Ġnetwork Ġlayer Ġattention Ġembedding Ġsequence Ġvector Ġmatrix Ġweight Ġbias Ġgradient Ġloss Ġtraining Ġinference Ġprobability Ġdistribution Ġentropy Ġencoding Ġdecoding Ġtransformer Ġposition Ġcontext Ġwindow Ġprompt Ġoutput Ġinput Ġbatch Ġepoch Ġparameter Ġfunction Ġvalue Ġkey Ġquery Ġhead Ġblock Ġresidual Ġnormal Ġdropout Ġsoftmax Ġlogit Ġsample Ġtemperature Ġvocabulary Ġcorpus Ġtext Ġimage Ġpixel Ġpattern Ġtype Ġclass Ġgeometry Ġform Ġspace Ġplan Ġsection Ġelevation Ġfacade Ġcolumn Ġwall Ġroof Ġfloor Ġwindow Ġdoor Ġstair Ġroom Ġcourt Ġaxis Ġgrid Ġmodule Ġunit Ġpart Ġwhole Ġsystem Ġstructure Ġorder Ġproportion Ġsymmetry Ġrhythm Ġscale Ġmaterial Ġconstruction Ġdesign Ġprocess Ġmethod Ġrule Ġgrammar Ġsyntax Ġsemantic Ġmeaning Ġsymbol Ġsign Ġindex Ġicon Ġcode Ġprogram Ġalgorithm Ġcompute Ġmachine Ġintelligence Ġlearning Ġneural Ġdeep Ġgenerative Ġdiffusion Ġlatent Ġnoise Ġsignal Ġchannel Ġcompression Ġredundancy Ġabstraction Ġdeduction Ġinduction Ġreasoning Ġknowledge Ġconcept Ġidea Ġobject Ġsubject Ġpraxis Ġtheoria Ġpoiesis Ġthe Ġand Ġto Ġof Ġa Ġin Ġis Ġthat Ġfor Ġit Ġwith Ġas Ġwas Ġon Ġbe Ġat Ġby Ġthis Ġhave Ġfrom Ġor Ġone Ġhad Ġnot Ġbut Ġwhat Ġall Ġwere Ġwhen Ġwe Ġthere Ġcan Ġan Ġyour Ġwhich Ġtheir Ġsaid Ġif Ġdo Ġwill Ġeach Ġabout Ġhow Ġup Ġout Ġthem Ġthen Ġshe Ġmany Ġsome Ġso Ġthese Ġwould Ġother Ġinto Ġhas Ġmore Ġher Ġtwo Ġlike Ġhim Ġsee Ġtime Ġcould Ġno Ġmake Ġthan Ġfirst Ġbeen Ġits Ġwho Ġnow Ġpeople Ġmy Ġmade Ġover Ġdid Ġdown Ġonly Ġway Ġfind Ġuse Ġmay Ġwater Ġlong Ġlittle Ġvery Ġafter Ġwords Ġcalled Ġjust Ġwhere Ġmost Ġknow Ġget Ġthrough Ġback Ġmuch Ġbefore Ġgo Ġgood Ġnew Ġwrite Ġour Ġused Ġme Ġman Ġtoo Ġany Ġday Ġsame Ġright Ġlook Ġthink Ġalso Ġaround Ġanother Ġcame Ġcome Ġwork Ġthree Ġword Ġmust Ġbecause Ġdoes Ġpart Ġeven Ġplace Ġwell Ġsuch Ġhere Ġtake Ġwhy Ġthings Ġhelp Ġput Ġyears Ġdifferent Ġaway Ġagain Ġoff Ġwent Ġold Ġnumber Ġgreat Ġtell Ġmen Ġsay Ġsmall Ġevery Ġfound Ġstill Ġbetween Ġname Ġshould ĠHome Ġbig Ġgive Ġair Ġline Ġset Ġown Ġunder Ġread Ġlast Ġnever Ġus Ġleft Ġend Ġalong Ġwhile Ġmight Ġnext Ġsound Ġbelow Ġsaw Ġsomething Ġthought Ġboth Ġfew Ġthose Ġalways Ġlooked Ġshow Ġlarge Ġoften Ġtogether Ġasked Ġhouse Ġdon Ġworld Ġgoing Ġwant Ġschool Ġimportant Ġuntil Ġform Ġfood Ġkeep Ġchildren Ġfeet Ġland Ġside Ġwithout Ġboy Ġonce Ġanimals Ġlife Ġenough Ġtook Ġsometimes Ġfour Ġhead Ġabove Ġkind Ġbegan Ġalmost Ġlive Ġpage Ġgot Ġearth Ġneed Ġfar Ġhand Ġhigh Ġyear Ġmother Ġlight Ġparts Ġcountry Ġfather Ġlet Ġnight Ġfollowing Ġpicture Ġbeing Ġstudy Ġsecond Ġeyes Ġsoon Ġtimes Ġstory Ġboys Ġsince Ġwhite Ġdays Ġever Ġpaper Ġhard Ġnear Ġsentence Ġbetter Ġbest Ġacross Ġduring Ġtoday Ġothers Ġhowever Ġsure Ġmeans Ġknew Ġtry Ġtold Ġyoung Ġmiles Ġsun Ġways Ġthing Ġwhole Ġhear Ġexample Ġheard Ġseveral Ġchange Ġanswer Ġroom Ġsea Ġagainst Ġtop Ġturned Ġlearn Ġpoint Ġcity Ġplay Ġtoward Ġfive Ġusing Ġhimself Ġusually Ġmoney Ġseen Ġcar Ġmorning Ġbody Ġupon Ġfamily Ġlater Ġturn Ġmove Ġface Ġdoor Ġcut Ġdone Ġgroup Ġtrue Ġhalf Ġred Ġfish Ġplants Ġliving Ġblack Ġeat Ġshort ĠUnited Ġrun Ġbook Ġgave Ġorder Ġopen Ġground Ġcold Ġreally Ġtable Ġremember Ġtree Ġcourse Ġfront Ġamerican Ġspace Ġinside Ġago Ġsad Ġearly Ġmodel Ġtoken Ġtokenizer Ġarchitecture Ġcomposition Ġsynthesis Ġrepresentation Ġinformation Ġtheory Ġdata Ġlanguage Ġnetwork Ġlayer Ġattention Ġembedding Ġsequence Ġvector Ġmatrix Ġweight Ġbias Ġgradient Ġloss Ġtraining Ġinference Ġprobability Ġdistribution Ġentropy Ġencoding Ġdecoding Ġtransformer Ġposition Ġcontext Ġwindow Ġprompt Ġoutput Ġinput Ġbatch Ġepoch Ġparameter Ġfunction Ġvalue Ġkey Ġquery Ġhead Ġblock Ġresidual Ġnormal Ġdropout Ġsoftmax Ġlogit Ġsample Ġtemperature Ġvocabulary Ġcorpus Ġtext Ġimage Ġpixel Ġpattern Ġtype Ġclass Ġgeometry Ġform Ġspace Ġplan Ġsection Ġelevation Ġfacade Ġcolumn Ġwall Ġroof Ġfloor Ġwindow Ġdoor Ġstair Ġroom Ġcourt Ġaxis Ġgrid Ġmodule Ġunit Ġpart Ġwhole Ġsystem Ġstructure Ġorder Ġproportion Ġsymmetry Ġrhythm Ġscale Ġmaterial Ġconstruction Ġdesign Ġprocess Ġmethod Ġrule Ġgrammar Ġsyntax Ġsemantic Ġmeaning Ġsymbol Ġsign Ġindex Ġicon Ġcode Ġprogram Ġalgorithm Ġcompute Ġmachine Ġintelligence Ġlearning Ġneural Ġdeep Ġgenerative Ġdiffusion Ġlatent Ġnoise Ġsignal Ġchannel Ġcompression Ġredundancy Ġabstraction Ġdeduction Ġinduction Ġreasoning Ġknowledge Ġconcept Ġidea Ġobject Ġsubject Ġpraxis Ġtheoria Ġpoiesis Ġthe Ġand Ġto Ġof Ġa Ġin Ġis Ġthat Ġfor Ġit Ġwith Ġas Ġwas Ġon Ġbe Ġat Ġby Ġthis Ġhave Ġfrom Ġor Ġone Ġhad Ġnot Ġbut Ġwhat Ġall Ġwere Ġwhen Ġwe Ġthere Ġcan Ġan Ġyour Ġwhich Ġtheir Ġsaid Ġif Ġdo Ġwill Ġeach Ġabout Ġhow Ġup Ġout Ġthem Ġthen Ġshe Ġmany Ġsome Ġso Ġthese Ġwould Ġother Ġinto Ġhas Ġmore Ġher Ġtwo Ġlike Ġhim Ġsee Ġtime Ġcould Ġno Ġmake Ġthan Ġfirst Ġbeen Ġits Ġwho Ġnow Ġpeople Ġmy Ġmade Ġover Ġdid Ġdown Ġonly Ġway Ġfind Ġuse Ġmay Ġwater Ġlong Ġlittle Ġvery Ġafter Ġwords Ġcalled Ġjust Ġwhere Ġmost Ġknow Ġget Ġthrough Ġback Ġmuch Ġbefore Ġgo Ġgood Ġnew Ġwrite Ġour Ġused Ġme Ġman Ġtoo Ġany Ġday Ġsame Ġright Ġlook Ġthink Ġalso Ġaround Ġanother Ġcame Ġcome Ġwork Ġthree Ġword Ġmust Ġbecause Ġdoes Ġpart Ġeven Ġplace Ġwell Ġsuch Ġhere Ġtake Ġwhy Ġthings Ġhelp Ġput Ġyears Ġdifferent Ġaway Ġagain Ġoff Ġwent Ġold Ġnumber Ġgreat Ġtell Ġmen Ġsay Ġsmall Ġevery Ġfound Ġstill Ġbetween Ġname Ġshould ĠHome Ġbig Ġgive Ġair Ġline Ġset Ġown Ġunder Ġread Ġlast Ġnever Ġus Ġleft Ġend Ġalong Ġwhile Ġmight Ġnext Ġsound Ġbelow Ġsaw Ġsomething Ġthought Ġboth Ġfew Ġthose Ġalways Ġlooked Ġshow Ġlarge Ġoften Ġtogether Ġasked Ġhouse Ġdon Ġworld Ġgoing Ġwant Ġschool Ġimportant Ġuntil Ġform Ġfood Ġkeep Ġchildren Ġfeet Ġland Ġside Ġwithout Ġboy Ġonce Ġanimals Ġlife Ġenough Ġtook Ġsometimes Ġfour Ġhead Ġabove Ġkind Ġbegan Ġalmost Ġlive Ġpage Ġgot Ġearth Ġneed Ġfar Ġhand Ġhigh Ġyear Ġmother Ġlight Ġparts Ġcountry Ġfather Ġlet Ġnight Ġfollowing Ġpicture Ġbeing Ġstudy Ġsecond Ġeyes Ġsoon Ġtimes Ġstory Ġboys Ġsince Ġwhite Ġdays Ġever Ġpaper Ġhard Ġnear Ġsentence Ġbetter Ġbest Ġacross Ġduring Ġtoday Ġothers Ġhowever Ġsure Ġmeans Ġknew Ġtry Ġtold Ġyoung Ġmiles Ġsun Ġways Ġthing Ġwhole Ġhear Ġexample Ġheard Ġseveral Ġchange Ġanswer Ġroom Ġsea Ġagainst Ġtop Ġturned Ġlearn Ġpoint Ġcity Ġplay Ġtoward Ġfive Ġusing Ġhimself Ġusually Ġmoney Ġseen Ġcar Ġmorning Ġbody Ġupon Ġfamily Ġlater Ġturn Ġmove Ġface Ġdoor Ġcut Ġdone Ġgroup Ġtrue Ġhalf Ġred Ġfish Ġplants Ġliving Ġblack Ġeat Ġshort ĠUnited Ġrun Ġbook Ġgave Ġorder Ġopen Ġground Ġcold Ġreally Ġtable Ġremember Ġtree Ġcourse Ġfront Ġamerican Ġspace Ġinside Ġago Ġsad Ġearly Ġmodel Ġtoken Ġtokenizer Ġarchitecture Ġcomposition Ġsynthesis Ġrepresentation Ġinformation Ġtheory Ġdata Ġlanguage Ġnetwork Ġlayer Ġattention Ġembedding Ġsequence Ġvector Ġmatrix Ġweight Ġbias Ġgradient Ġloss Ġtraining Ġinference Ġprobability Ġdistribution Ġentropy Ġencoding Ġdecoding Ġtransformer Ġposition Ġcontext Ġwindow Ġprompt Ġoutput Ġinput Ġbatch Ġepoch Ġparameter Ġfunction Ġvalue Ġkey Ġquery Ġhead Ġblock Ġresidual Ġnormal Ġdropout Ġsoftmax Ġlogit Ġsample Ġtemperature Ġvocabulary Ġcorpus Ġtext Ġimage Ġpixel Ġpattern Ġtype Ġclass Ġgeometry Ġform Ġspace Ġplan Ġsection Ġelevation Ġfacade Ġcolumn Ġwall Ġroof Ġfloor Ġwindow Ġdoor Ġstair Ġroom Ġcourt Ġaxis Ġgrid Ġmodule Ġunit Ġpart Ġwhole Ġsystem Ġstructure Ġorder Ġproportion Ġsymmetry Ġrhythm Ġscale Ġmaterial Ġconstruction Ġdesign Ġprocess Ġmethod Ġrule Ġgrammar Ġsyntax Ġsemantic Ġmeaning Ġsymbol Ġsign Ġindex Ġicon Ġcode Ġprogram Ġalgorithm Ġcompute Ġmachine Ġintelligence Ġlearning Ġneural Ġdeep Ġgenerative Ġdiffusion Ġlatent Ġnoise Ġsignal Ġchannel Ġcompression Ġredundancy Ġabstraction Ġdeduction Ġinduction Ġreasoning Ġknowledge Ġconcept Ġidea Ġobject Ġsubject Ġpraxis Ġtheoria Ġpoiesis Ġthe Ġand Ġto Ġof Ġa Ġin Ġis Ġthat Ġfor Ġit Ġwith Ġas Ġwas Ġon Ġbe Ġat Ġby Ġthis Ġhave Ġfrom Ġor Ġone Ġhad Ġnot Ġbut Ġwhat Ġall Ġwere Ġwhen Ġwe Ġthere Ġcan Ġan Ġyour Ġwhich Ġtheir Ġsaid Ġif Ġdo Ġwill Ġeach Ġabout Ġhow Ġup Ġout Ġthem Ġthen Ġshe Ġmany Ġsome Ġso Ġthese Ġwould Ġother Ġinto Ġhas Ġmore Ġher Ġtwo Ġlike Ġhim Ġsee Ġtime Ġcould Ġno Ġmake Ġthan Ġfirst Ġbeen Ġits Ġwho Ġnow Ġpeople Ġmy Ġmade Ġover Ġdid Ġdown Ġonly Ġway Ġfind Ġuse Ġmay Ġwater Ġlong Ġlittle Ġvery Ġafter Ġwords Ġcalled Ġjust Ġwhere Ġmost Ġknow Ġget Ġthrough Ġback Ġmuch Ġbefore Ġgo Ġgood Ġnew Ġwrite Ġour Ġused Ġme Ġman Ġtoo Ġany Ġday Ġsame Ġright Ġlook Ġthink Ġalso Ġaround Ġanother Ġcame Ġcome Ġwork Ġthree Ġword Ġmust Ġbecause Ġdoes Ġpart Ġeven Ġplace Ġwell Ġsuch Ġhere Ġtake Ġwhy Ġthings Ġhelp Ġput Ġyears Ġdifferent Ġaway Ġagain Ġoff Ġwent Ġold Ġnumber Ġgreat Ġtell Ġmen Ġsay Ġsmall Ġevery Ġfound Ġstill Ġbetween Ġname Ġshould ĠHome Ġbig Ġgive Ġair Ġline Ġset Ġown Ġunder Ġread Ġlast Ġnever Ġus Ġleft Ġend Ġalong Ġwhile Ġmight Ġnext Ġsound Ġbelow Ġsaw Ġsomething Ġthought Ġboth Ġfew Ġthose Ġalways Ġlooked Ġshow Ġlarge Ġoften Ġtogether Ġasked Ġhouse Ġdon Ġworld Ġgoing Ġwant Ġschool Ġimportant Ġuntil Ġform Ġfood Ġkeep Ġchildren Ġfeet Ġland Ġside Ġwithout Ġboy Ġonce Ġanimals Ġlife Ġenough Ġtook Ġsometimes Ġfour Ġhead Ġabove Ġkind Ġbegan Ġalmost Ġlive Ġpage Ġgot Ġearth Ġneed Ġfar Ġhand Ġhigh Ġyear Ġmother Ġlight Ġparts Ġcountry Ġfather Ġlet Ġnight Ġfollowing Ġpicture Ġbeing Ġstudy Ġsecond Ġeyes Ġsoon Ġtimes Ġstory Ġboys Ġsince Ġwhite Ġdays Ġever Ġpaper Ġhard Ġnear Ġsentence Ġbetter Ġbest Ġacross Ġduring Ġtoday Ġothers Ġhowever Ġsure Ġmeans Ġknew Ġtry Ġtold Ġyoung Ġmiles Ġsun Ġways Ġthing Ġwhole Ġhear Ġexample Ġheard Ġseveral Ġchange Ġanswer Ġroom Ġsea Ġagainst Ġtop Ġturned Ġlearn Ġpoint Ġcity Ġplay Ġtoward Ġfive Ġusing Ġhimself Ġusually Ġmoney Ġseen Ġcar Ġmorning Ġbody Ġupon Ġfamily Ġlater Ġturn Ġmove Ġface Ġdoor Ġcut Ġdone Ġgroup Ġtrue Ġhalf Ġred Ġfish Ġplants Ġliving Ġblack Ġeat Ġshort ĠUnited Ġrun Ġbook Ġgave Ġorder Ġopen Ġground Ġcold Ġreally Ġtable Ġremember Ġtree Ġcourse Ġfront Ġamerican Ġspace Ġinside Ġago Ġsad Ġearly Ġmodel Ġtoken Ġtokenizer Ġarchitecture Ġcomposition Ġsynthesis Ġrepresentation Ġinformation Ġtheory Ġdata Ġlanguage Ġnetwork Ġlayer Ġattention Ġembedding Ġsequence Ġvector Ġmatrix Ġweight Ġbias Ġgradient Ġloss Ġtraining Ġinference Ġprobability Ġdistribution Ġentropy Ġencoding Ġdecoding Ġtransformer Ġposition Ġcontext Ġwindow Ġprompt Ġoutput Ġinput Ġbatch Ġepoch Ġparameter Ġfunction Ġvalue Ġkey Ġquery Ġhead Ġblock Ġresidual Ġnormal Ġdropout Ġsoftmax Ġlogit Ġsample Ġtemperature Ġvocabulary Ġcorpus Ġtext Ġimage Ġpixel Ġpattern Ġtype Ġclass Ġgeometry Ġform Ġspace Ġplan Ġsection Ġelevation Ġfacade Ġcolumn Ġwall Ġroof Ġfloor Ġwindow Ġdoor Ġstair Ġroom Ġcourt Ġaxis Ġgrid Ġmodule Ġunit Ġpart Ġwhole Ġsystem Ġstructure Ġorder Ġproportion Ġsymmetry Ġrhythm Ġscale Ġmaterial Ġconstruction Ġdesign Ġprocess Ġmethod Ġrule Ġgrammar Ġsyntax Ġsemantic Ġmeaning Ġsymbol Ġsign Ġindex Ġicon Ġcode Ġprogram Ġalgorithm Ġcompute Ġmachine Ġintelligence Ġlearning Ġneural Ġdeep Ġgenerative Ġdiffusion Ġlatent Ġnoise Ġsignal Ġchannel Ġcompression Ġredundancy Ġabstraction Ġdeduction Ġinduction Ġreasoning Ġknowledge Ġconcept Ġidea Ġobject Ġsubject Ġpraxis Ġtheoria Ġpoiesis Ġthe Ġand Ġto Ġof Ġa Ġin Ġis Ġthat Ġfor Ġit Ġwith Ġas Ġwas Ġon Ġbe Ġat Ġby Ġthis Ġhave Ġfrom Ġor Ġone Ġhad Ġnot Ġbut Ġwhat Ġall Ġwere Ġwhen Ġwe Ġthere Ġcan Ġan Ġyour Ġwhich Ġtheir Ġsaid Ġif Ġdo Ġwill Ġeach Ġabout Ġhow Ġup Ġout Ġthem Ġthen Ġshe Ġmany Ġsome Ġso Ġthese Ġwould Ġother Ġinto Ġhas Ġmore Ġher Ġtwo Ġlike Ġhim Ġsee Ġtime Ġcould Ġno Ġmake Ġthan Ġfirst Ġbeen Ġits Ġwho Ġnow Ġpeople Ġmy Ġmade Ġover Ġdid Ġdown Ġonly Ġway Ġfind Ġuse Ġmay Ġwater Ġlong Ġlittle Ġvery Ġafter Ġwords Ġcalled Ġjust Ġwhere Ġmost Ġknow Ġget Ġthrough Ġback Ġmuch Ġbefore Ġgo Ġgood Ġnew Ġwrite Ġour Ġused Ġme Ġman Ġtoo Ġany Ġday Ġsame Ġright Ġlook Ġthink Ġalso Ġaround Ġanother Ġcame Ġcome Ġwork Ġthree Ġword Ġmust Ġbecause Ġdoes Ġpart Ġeven Ġplace Ġwell Ġsuch Ġhere Ġtake Ġwhy Ġthings Ġhelp Ġput Ġyears Ġdifferent Ġaway Ġagain Ġoff Ġwent Ġold Ġnumber Ġgreat Ġtell Ġmen Ġsay Ġsmall Ġevery Ġfound Ġstill Ġbetween Ġname Ġshould ĠHome Ġbig Ġgive Ġair Ġline Ġset Ġown Ġunder Ġread Ġlast Ġnever Ġus Ġleft Ġend Ġalong Ġwhile Ġmight Ġnext Ġsound Ġbelow Ġsaw Ġsomething Ġthought Ġboth Ġfew Ġthose Ġalways Ġlooked Ġshow Ġlarge Ġoften Ġtogether Ġasked Ġhouse Ġdon Ġworld Ġgoing Ġwant Ġschool Ġimportant Ġuntil Ġform Ġfood Ġkeep Ġchildren Ġfeet Ġland Ġside Ġwithout Ġboy Ġonce Ġanimals Ġlife Ġenough Ġtook Ġsometimes Ġfour Ġhead Ġabove Ġkind Ġbegan Ġalmost Ġlive Ġpage Ġgot Ġearth Ġneed Ġfar Ġhand Ġhigh Ġyear Ġmother Ġlight Ġparts Ġcountry Ġfather Ġlet Ġnight Ġfollowing Ġpicture Ġbeing Ġstudy Ġsecond Ġeyes Ġsoon Ġtimes Ġstory Ġboys Ġsince Ġwhite Ġdays Ġever Ġpaper Ġhard Ġnear Ġsentence Ġbetter Ġbest Ġacross Ġduring Ġtoday Ġothers Ġhowever Ġsure Ġmeans Ġknew Ġtry Ġtold Ġyoung Ġmiles Ġsun Ġways Ġthing Ġwhole Ġhear Ġexample Ġheard Ġseveral Ġchange Ġanswer Ġroom Ġsea Ġagainst Ġtop Ġturned Ġlearn Ġpoint Ġcity Ġplay Ġtoward Ġfive Ġusing Ġhimself Ġusually Ġmoney Ġseen Ġcar Ġmorning Ġbody Ġupon Ġfamily Ġlater Ġturn Ġmove Ġface Ġdoor Ġcut Ġdone Ġgroup Ġtrue Ġhalf Ġred Ġfish Ġplants Ġliving Ġblack Ġeat Ġshort ĠUnited Ġrun Ġbook Ġgave Ġorder Ġopen Ġground Ġcold Ġreally Ġtable Ġremember Ġtree Ġcourse Ġfront Ġamerican Ġspace Ġinside Ġago Ġsad Ġearly Ġmodel Ġtoken Ġtokenizer Ġarchitecture Ġcomposition Ġsynthesis Ġrepresentation Ġinformation Ġtheory Ġdata Ġlanguage Ġnetwork Ġlayer Ġattention Ġembedding Ġsequence Ġvector Ġmatrix Ġweight Ġbias Ġgradient Ġloss Ġtraining Ġinference Ġprobability Ġdistribution Ġentropy Ġencoding Ġdecoding Ġtransformer Ġposition Ġcontext Ġwindow Ġprompt Ġoutput Ġinput Ġbatch Ġepoch Ġparameter Ġfunction Ġvalue Ġkey Ġquery Ġhead Ġblock Ġresidual Ġnormal Ġdropout Ġsoftmax Ġlogit Ġsample Ġtemperature Ġvocabulary Ġcorpus Ġtext Ġimage Ġpixel Ġpattern Ġtype Ġclass Ġgeometry Ġform Ġspace Ġplan Ġsection Ġelevation Ġfacade Ġcolumn Ġwall Ġroof Ġfloor Ġwindow Ġdoor Ġstair Ġroom Ġcourt Ġaxis Ġgrid Ġmodule Ġunit Ġpart Ġwhole Ġsystem Ġstructure Ġorder Ġproportion Ġsymmetry Ġrhythm Ġscale Ġmaterial Ġconstruction Ġdesign Ġprocess Ġmethod Ġrule Ġgrammar Ġsyntax Ġsemantic Ġmeaning Ġsymbol Ġsign Ġindex Ġicon Ġcode Ġprogram Ġalgorithm Ġcompute Ġmachine Ġintelligence Ġlearning Ġneural Ġdeep Ġgenerative Ġdiffusion Ġlatent Ġnoise Ġsignal Ġchannel Ġcompression Ġredundancy Ġabstraction Ġdeduction Ġinduction Ġreasoning Ġknowledge Ġconcept Ġidea Ġobject Ġsubject Ġpraxis Ġtheoria Ġpoiesis Ġthe Ġand Ġto Ġof Ġa Ġin Ġis Ġthat Ġfor Ġit Ġwith Ġas Ġwas Ġon Ġbe Ġat Ġby Ġthis Ġhave Ġfrom Ġor Ġone Ġhad Ġnot Ġbut Ġwhat Ġall Ġwere Ġwhen Ġwe Ġthere Ġcan Ġan Ġyour Ġwhich Ġtheir Ġsaid Ġif Ġdo Ġwill Ġeach Ġabout Ġhow Ġup Ġout Ġthem Ġthen Ġshe Ġmany Ġsome Ġso Ġthese Ġwould Ġother Ġinto Ġhas Ġmore Ġher Ġtwo Ġlike Ġhim Ġsee Ġtime Ġcould Ġno Ġmake Ġthan Ġfirst Ġbeen Ġits Ġwho Ġnow Ġpeople Ġmy Ġmade Ġover Ġdid Ġdown Ġonly Ġway Ġfind Ġuse Ġmay Ġwater Ġlong Ġlittle Ġvery Ġafter Ġwords Ġcalled Ġjust Ġwhere Ġmost Ġknow Ġget Ġthrough Ġback Ġmuch Ġbefore Ġgo Ġgood Ġnew Ġwrite Ġour Ġused Ġme Ġman Ġtoo Ġany Ġday Ġsame Ġright Ġlook Ġthink Ġalso Ġaround Ġanother Ġcame Ġcome Ġwork Ġthree Ġword Ġmust Ġbecause Ġdoes Ġpart Ġeven Ġplace Ġwell Ġsuch Ġhere Ġtake Ġwhy Ġthings Ġhelp Ġput Ġyears Ġdifferent Ġaway Ġagain Ġoff Ġwent Ġold Ġnumber Ġgreat Ġtell Ġmen Ġsay Ġsmall Ġevery Ġfound Ġstill Ġbetween Ġname Ġshould ĠHome Ġbig Ġgive Ġair Ġline Ġset Ġown Ġunder Ġread Ġlast Ġnever Ġus Ġleft Ġend Ġalong Ġwhile Ġmight Ġnext Ġsound Ġbelow Ġsaw Ġsomething Ġthought Ġboth Ġfew Ġthose Ġalways Ġlooked Ġshow Ġlarge Ġoften Ġtogether Ġasked Ġhouse Ġdon Ġworld Ġgoing Ġwant Ġschool Ġimportant Ġuntil Ġform Ġfood Ġkeep Ġchildren Ġfeet Ġland Ġside Ġwithout Ġboy Ġonce Ġanimals Ġlife Ġenough Ġtook Ġsometimes Ġfour Ġhead Ġabove Ġkind Ġbegan Ġalmost Ġlive Ġpage Ġgot Ġearth Ġneed Ġfar Ġhand Ġhigh Ġyear Ġmother Ġlight Ġparts Ġcountry Ġfather Ġlet Ġnight Ġfollowing Ġpicture Ġbeing Ġstudy Ġsecond Ġeyes Ġsoon Ġtimes Ġstory Ġboys Ġsince Ġwhite Ġdays Ġever Ġpaper Ġhard Ġnear Ġsentence Ġbetter Ġbest Ġacross Ġduring Ġtoday Ġothers Ġhowever Ġsure Ġmeans Ġknew Ġtry Ġtold Ġyoung Ġmiles Ġsun Ġways Ġthing Ġwhole Ġhear Ġexample Ġheard Ġseveral Ġchange Ġanswer Ġroom Ġsea Ġagainst Ġtop Ġturned Ġlearn Ġpoint Ġcity Ġplay Ġtoward Ġfive Ġusing Ġhimself Ġusually Ġmoney Ġseen Ġcar Ġmorning Ġbody Ġupon Ġfamily Ġlater Ġturn Ġmove Ġface Ġdoor Ġcut Ġdone Ġgroup Ġtrue Ġhalf Ġred Ġfish Ġplants Ġliving Ġblack Ġeat Ġshort ĠUnited Ġrun Ġbook Ġgave Ġorder Ġopen Ġground Ġcold Ġreally Ġtable Ġremember Ġtree Ġcourse Ġfront Ġamerican Ġspace Ġinside Ġago Ġsad Ġearly Ġmodel Ġtoken Ġtokenizer Ġarchitecture Ġcomposition Ġsynthesis Ġrepresentation Ġinformation Ġtheory Ġdata Ġlanguage Ġnetwork Ġlayer Ġattention Ġembedding Ġsequence Ġvector Ġmatrix Ġweight Ġbias Ġgradient Ġloss Ġtraining Ġinference Ġprobability Ġdistribution Ġentropy Ġencoding Ġdecoding Ġtransformer Ġposition Ġcontext Ġwindow Ġprompt Ġoutput Ġinput Ġbatch Ġepoch Ġparameter Ġfunction Ġvalue Ġkey Ġquery Ġhead Ġblock Ġresidual Ġnormal Ġdropout Ġsoftmax Ġlogit Ġsample Ġtemperature Ġvocabulary Ġcorpus Ġtext Ġimage Ġpixel Ġpattern Ġtype Ġclass Ġgeometry Ġform Ġspace Ġplan Ġsection Ġelevation Ġfacade Ġcolumn Ġwall Ġroof Ġfloor Ġwindow Ġdoor Ġstair Ġroom Ġcourt Ġaxis Ġgrid Ġmodule Ġunit Ġpart Ġwhole Ġsystem Ġstructure Ġorder Ġproportion Ġsymmetry Ġrhythm Ġscale Ġmaterial Ġconstruction Ġdesign Ġprocess Ġmethod Ġrule Ġgrammar Ġsyntax Ġsemantic Ġmeaning Ġsymbol Ġsign Ġindex Ġicon Ġcode Ġprogram Ġalgorithm Ġcompute Ġmachine Ġintelligence Ġlearning Ġneural Ġdeep Ġgenerative Ġdiffusion Ġlatent Ġnoise Ġsignal Ġchannel Ġcompression Ġredundancy Ġabstraction Ġdeduction Ġinduction Ġreasoning Ġknowledge Ġconcept Ġidea Ġobject Ġsubject Ġpraxis Ġtheoria Ġpoiesis: [97, 80, 703, 557]
abstract-line: by compressing information, deriving complex forms from simple principles. In contrast,: [901, 418, 1504, 438]
chapter-abstract: [901, 322, 1528, 701]
body-line: The asymmetry between physical and virtual domains – meaning the differing logics: [901, 778, 1534, 795]
body-line: that govern our tangible world versus the realm of ideas and representations – has: [901, 801, 1525, 819]
chapter-title: [901, 183, 1501, 277]
abstract-line: fundamental shift from deductive to inductive reasoning. Historically, architectural types,: [901, 371, 1510, 391]
abstract-line: developments in architectural composition to explore the implications of this transition.: [901, 489, 1498, 509]
abstract-line: design. By exploring the differences between historical notions of architectural type and the: [901, 561, 1526, 581]
abstract-line: and conceive of buildings but also opens up new possibilities for creating more adaptive,: [901, 655, 1507, 675]
title-line: Model: From Representation to: [901, 186, 1444, 226]
title-line: Synthesis: [901, 233, 1067, 273]
body-line: into a trinity: praxis (practical action), theoria (observational theory), and poiesis: [901, 872, 1512, 890]
body-line: deep roots in Western classical thought. Aristotle, in perhaps one of the earliest: [901, 825, 1502, 843]
footnote-marker[interactable]: 1: [1088, 920, 1095, 931]
abstract-line: from the symmetries of the partii to the standardized units of modernism, created value: [901, 395, 1492, 415]
section-heading: Whole-to-Part: a whole as a representation summing parts.: [901, 753, 1386, 772]
right-page: [801, 0, 1600, 1138]
page-number: 93: [1490, 1055, 1503, 1070]
abstract-line: making through the lens of information theory, arguing that the field is undergoing a: [901, 347, 1477, 367]
body-line-with-footnote: [901, 917, 1538, 941]
body-line: in theoria or the direct engagement of praxis, involves a generative act – a bringing: [901, 967, 1531, 985]
abstract-line: be represented as data and how this enables new forms of computational analysis and: [901, 537, 1486, 557]
abstract-line: in architectural thinking: from designing through abstraction and deduction to designing: [901, 608, 1507, 628]
page-number: 92: [97, 1055, 110, 1070]
body-line-segment: the Nicomachean Ethics,: [901, 920, 1089, 938]
abstract-line: capabilities of data-driven models, particularly LLMs, the chapter reveals a paradigm shift: [901, 584, 1523, 604]
